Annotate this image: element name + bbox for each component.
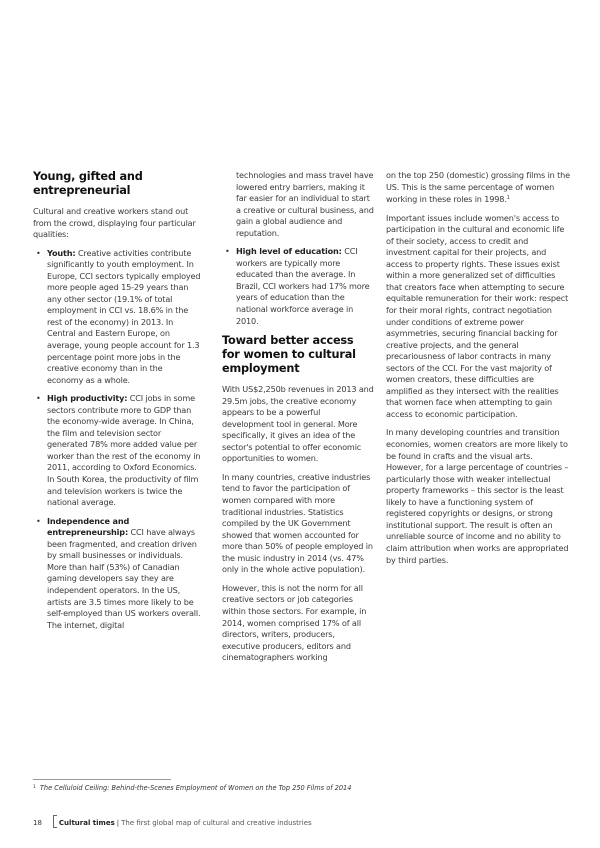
paragraph: In many developing countries and transition economies, women creators are more likely to be found in crafts and the visual arts. However, for a large percentage of countries – particularly those with weaker intellectual property frameworks – this sector is the least likely to have a functioning system of registered copyrights or designs, or strong institutional support. The result is often an unreliable source of income and no ability to claim attribution when works are appropriated by third parties. <box>386 427 569 565</box>
bullet-icon: • <box>225 246 230 257</box>
footnote-reference[interactable]: 1 <box>506 195 510 202</box>
paragraph: Important issues include women's access to participation in the cultural and economic life of their society, access to credit and investment capital for their projects, and access to property rights. These issues exist within a more generalized set of difficulties that creators face when attempting to secure equitable remuneration for their work: respect for their moral rights, contract negotiation under conditions of extreme power asymmetries, securing financial backing for creative projects, and the general precariousness of labor contracts in many sectors of the CCI. For the vast majority of women creators, these difficulties are amplified as they intersect with the realities that women face when attempting to gain access to economic participation. <box>386 212 569 419</box>
list-item-lead: High productivity: <box>47 393 128 404</box>
column-3 <box>386 170 570 573</box>
list-item-text: CCI workers are typically more educated than the average. In Brazil, CCI workers had 17% more years of education than the national workforce average in 2010. <box>236 246 370 326</box>
list-item-lead: Youth: <box>47 247 76 258</box>
paragraph: However, this is not the norm for all creative sectors or job categories within those sectors. For example, in 2014, women comprised 17% of all directors, writers, producers, executive producers, editors and cinematographers working <box>222 582 367 663</box>
column-2 <box>222 170 374 671</box>
section-heading-young-gifted: Young, gifted and entrepreneurial <box>33 170 143 197</box>
list-item-text: CCI have always been fragmented, and creation driven by small businesses or individuals. More than half (53%) of Canadian gaming developers say they are independent operators. In the US, artists are 3.5 times more likely to be self-employed than US workers overall. The internet, digital <box>47 527 201 630</box>
footnote <box>33 784 351 792</box>
footnote-text: The Celluloid Ceiling: Behind-the-Scenes Employment of Women on the Top 250 Films of 2014 <box>39 784 352 792</box>
footnote-divider <box>33 779 171 780</box>
footnote-mark: 1 <box>33 785 36 790</box>
qualities-list-continued <box>222 246 374 327</box>
intro-paragraph: Cultural and creative workers stand out from the crowd, displaying four particular qualities: <box>33 206 196 240</box>
continuation-text: on the top 250 (domestic) grossing films in the US. This is the same percentage of women working in these roles in 1998. <box>386 170 570 205</box>
paragraph: With US$2,250b revenues in 2013 and 29.5m jobs, the creative economy appears to be a powerful development tool in general. More specifically, it gives an idea of the sector's potential to offer economic opportunities to women. <box>222 384 374 464</box>
list-item-text: CCI jobs in some sectors contribute more to GDP than the economy-wide average. In China, the film and television sector generated 78% more added value per worker than the rest of the economy in 2011, according to Oxford Economics. In South Korea, the productivity of film and television workers is twice the national average. <box>47 393 201 508</box>
section-heading-women-access: Toward better access for women to cultural employment <box>222 334 356 376</box>
qualities-list <box>33 248 201 632</box>
bullet-icon: • <box>36 515 41 526</box>
list-item-productivity <box>33 393 201 508</box>
list-item-text: Creative activities contribute significantly to youth employment. In Europe, CCI sectors typically employed more people aged 15-29 years than any other sector (19.1% of total employment in CCI vs. 18.6% in the rest of the economy) in 2013. In Central and Eastern Europe, on average, young people account for 1.3 percentage point more jobs in the creative economy than in the economy as a whole. <box>47 247 201 385</box>
publication-subtitle: The first global map of cultural and creative industries <box>121 819 312 827</box>
bullet-icon: • <box>36 393 41 404</box>
bracket-icon <box>53 815 57 828</box>
bullet-icon: • <box>36 247 41 258</box>
list-item-youth <box>33 248 201 387</box>
footer-separator: | <box>116 819 120 827</box>
list-item-independence <box>33 516 201 631</box>
continuation-paragraph <box>386 170 570 206</box>
paragraph: In many countries, creative industries tend to favor the participation of women compared with more traditional industries. Statistics compiled by the UK Government showed that women accounted for more than 50% of people employed in the music industry in 2014 (vs. 47% only in the whole active population). <box>222 471 373 575</box>
list-item-lead: High level of education: <box>236 246 342 257</box>
list-item-lead: Independence and entrepreneurship: <box>47 515 130 538</box>
publication-title: Cultural times <box>58 819 115 827</box>
list-item-education <box>222 246 374 327</box>
page-number: 18 <box>33 819 42 827</box>
column-1 <box>33 170 201 638</box>
continuation-paragraph: technologies and mass travel have lowered entry barriers, making it far easier for an individual to start a creative or cultural business, and gain a global audience and reputation. <box>236 170 374 238</box>
page-footer <box>33 815 312 828</box>
